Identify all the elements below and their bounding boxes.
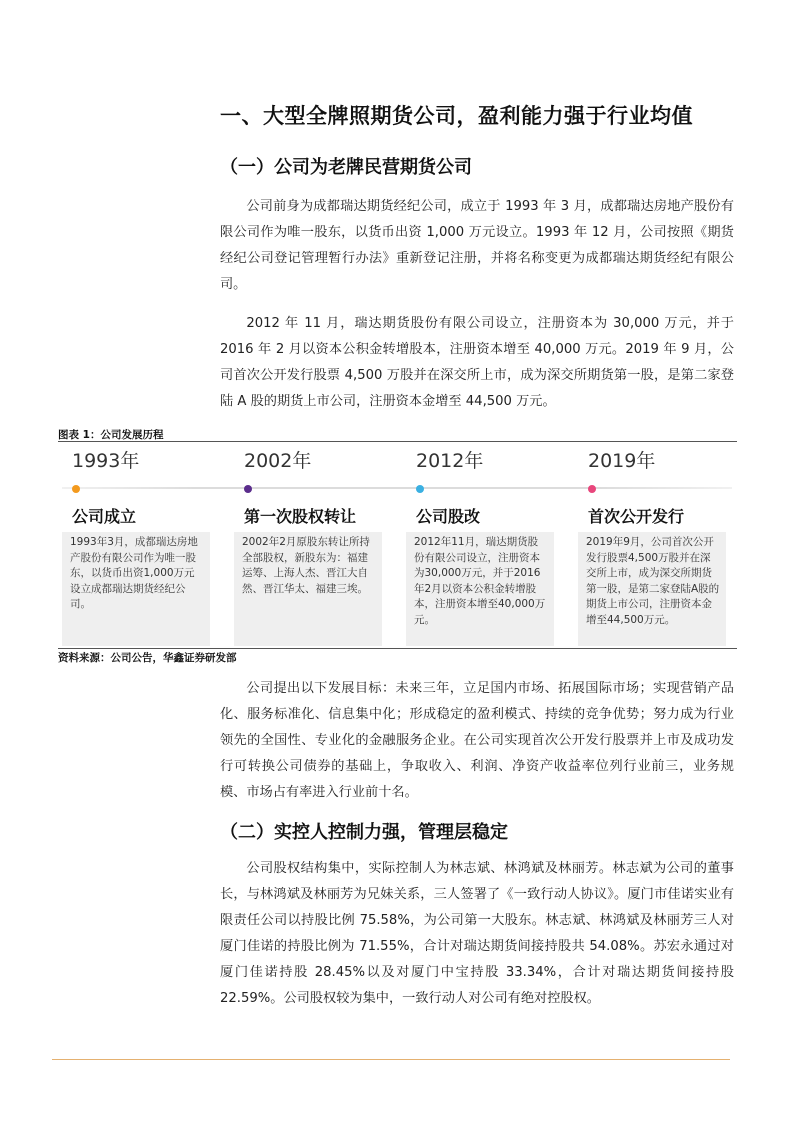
section1-paragraph-1: 公司前身为成都瑞达期货经纪公司，成立于 1993 年 3 月，成都瑞达房地产股份有限公司作为唯一股东，以货币出资 1,000 万元设立。1993 年 12 月，公司按照《期货经纪公司登记管理暂行办法》重新登记注册，并将名称变更为成都瑞达期货经纪有限公司。 <box>220 199 734 292</box>
section1-paragraph-2: 2012 年 11 月，瑞达期货股份有限公司设立，注册资本为 30,000 万元，并于 2016 年 2 月以资本公积金转增股本，注册资本增至 40,000 万元。2019 年 9 月，公司首次公开发行股票 4,500 万股并在深交所上市，成为深交所期货第一股，是第二家登陆 A 股的期货上市公司，注册资本金增至 44,500 万元。 <box>220 316 734 409</box>
timeline-line <box>62 487 732 489</box>
milestone-description: 2019年9月，公司首次公开发行股票4,500万股并在深交所上市，成为深交所期货第一股，是第二家登陆A股的期货上市公司，注册资本金增至44,500万元。 <box>578 532 726 646</box>
milestone-dot <box>72 485 80 493</box>
milestone-year: 2012年 <box>416 450 484 472</box>
milestone-2002 <box>232 446 397 595</box>
milestone-dot <box>244 485 252 493</box>
milestone-year: 2019年 <box>588 450 656 472</box>
milestone-dot <box>416 485 424 493</box>
figure-source: 资料来源：公司公告，华鑫证券研发部 <box>58 648 737 665</box>
milestone-1993 <box>60 446 225 610</box>
goals-paragraph: 公司提出以下发展目标：未来三年，立足国内市场、拓展国际市场；实现营销产品化、服务标准化、信息集中化；形成稳定的盈利模式、持续的竞争优势；努力成为行业领先的全国性、专业化的金融服务企业。在公司实现首次公开发行股票并上市及成功发行可转换公司债券的基础上，争取收入、利润、净资产收益率位列行业前三，业务规模、市场占有率进入行业前十名。 <box>220 681 734 800</box>
milestone-description: 2012年11月，瑞达期货股份有限公司设立，注册资本为30,000万元，并于2016年2月以资本公积金转增股本，注册资本增至40,000万元。 <box>406 532 554 646</box>
milestone-year: 1993年 <box>72 450 140 472</box>
section2-paragraph: 公司股权结构集中，实际控制人为林志斌、林鸿斌及林丽芳。林志斌为公司的董事长，与林鸿斌及林丽芳为兄妹关系，三人签署了《一致行动人协议》。厦门市佳诺实业有限责任公司以持股比例 75.58%，为公司第一大股东。林志斌、林鸿斌及林丽芳三人对厦门佳诺的持股比例为 71.55%，合计对瑞达期货间接持股共 54.08%。苏宏永通过对厦门佳诺持股 28.45%以及对厦门中宝持股 33.34%，合计对瑞达期货间接持股 22.59%。公司股权较为集中，一致行动人对公司有绝对控股权。 <box>220 861 734 1006</box>
milestone-title: 第一次股权转让 <box>244 507 357 526</box>
main-heading: 一、大型全牌照期货公司，盈利能力强于行业均值 <box>220 104 693 128</box>
milestone-2019 <box>576 446 741 626</box>
section2-title: （二）实控人控制力强，管理层稳定 <box>220 822 508 843</box>
figure-caption: 图表 1：公司发展历程 <box>58 429 164 441</box>
milestone-2012 <box>404 446 569 626</box>
section1-title: （一）公司为老牌民营期货公司 <box>220 157 472 178</box>
figure-top-rule <box>58 441 737 442</box>
milestone-dot <box>588 485 596 493</box>
milestone-title: 公司成立 <box>72 507 137 526</box>
milestone-title: 首次公开发行 <box>588 507 685 526</box>
milestone-year: 2002年 <box>244 450 312 472</box>
milestone-title: 公司股改 <box>416 507 481 526</box>
milestone-description: 1993年3月，成都瑞达房地产股份有限公司作为唯一股东，以货币出资1,000万元设立成都瑞达期货经纪公司。 <box>62 532 210 646</box>
footer-rule <box>52 1059 730 1060</box>
milestone-description: 2002年2月原股东转让所持全部股权，新股东为：福建运筹、上海人杰、晋江大自然、晋江华太、福建三埃。 <box>234 532 382 646</box>
